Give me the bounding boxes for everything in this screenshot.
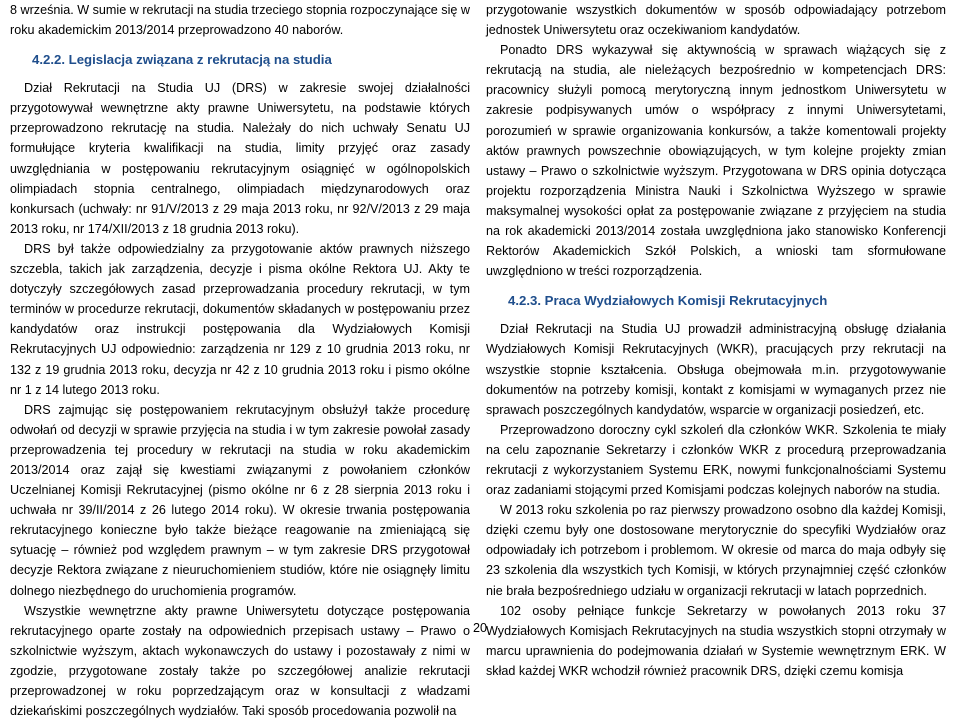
paragraph: przygotowanie wszystkich dokumentów w sposób odpowiadający potrzebom jednostek Uniwersytetu oraz oczekiwaniom kandydatów. bbox=[486, 3, 946, 38]
paragraph: W 2013 roku szkolenia po raz pierwszy prowadzono osobno dla każdej Komisji, dzięki czemu były one dostosowane merytorycznie do specyfiki Wydziałów oraz odpowiadały ich potrzebom i problemom. W okresie od marca do maja odbyły się 23 szkolenia dla wszystkich tych Komisji, w których przynajmniej część członków nie brała bezpośredniego udziału w organizacji rekrutacji w latach poprzednich. bbox=[486, 503, 946, 598]
left-column bbox=[10, 0, 470, 721]
section-heading: 4.2.3. Praca Wydziałowych Komisji Rekrutacyjnych bbox=[508, 293, 828, 309]
paragraph: DRS zajmując się postępowaniem rekrutacyjnym obsłużył także procedurę odwołań od decyzji w sprawie przyjęcia na studia i w tym zakresie powołał zasady przeprowadzenia tej procedury w rekrutacji na studia w roku akademickim 2013/2014 oraz zajął się kwestiami związanymi z powołaniem członków Uczelnianej Komisji Rekrutacyjnej (pismo okólne nr 6 z 28 sierpnia 2013 roku i uchwała nr 39/II/2014 z 26 lutego 2014 roku). W okresie trwania postępowania rekrutacyjnego konieczne było także bieżące reagowanie na zmieniającą się sytuację – również pod względem prawnym – w tym zakresie DRS przygotował decyzje Rektora związane z nieuruchomieniem studiów, które nie osiągnęły limitu dolnego niezbędnego do uruchomienia programów. bbox=[10, 402, 470, 598]
paragraph: DRS był także odpowiedzialny za przygotowanie aktów prawnych niższego szczebla, takich jak zarządzenia, decyzje i pisma okólne Rektora UJ. Akty te dotyczyły szczegółowych zasad przeprowadzania procedury rekrutacji, w tym terminów w procedurze rekrutacji, dokumentów składanych w postępowaniu przez kandydatów oraz instrukcji postępowania dla Wydziałowych Komisji Rekrutacyjnych UJ odpowiednio: zarządzenia nr 129 z 10 grudnia 2013 roku, nr 132 z 19 grudnia 2013 roku, decyzja nr 42 z 10 grudnia 2013 roku i pismo okólne nr 1 z 14 lutego 2013 roku. bbox=[10, 241, 470, 397]
paragraph: Dział Rekrutacji na Studia UJ (DRS) w zakresie swojej działalności przygotowywał wewnętrzne akty prawne Uniwersytetu, na podstawie których przeprowadzono rekrutację na studia. Należały do nich uchwały Senatu UJ formułujące kryteria kwalifikacji na studia, limity przyjęć oraz zasady uwzględniania w postępowaniu rekrutacyjnym osiągnięć w ogólnopolskich olimpiadach stopnia centralnego, olimpiadach międzynarodowych oraz konkursach (uchwały: nr 91/V/2013 z 29 maja 2013 roku, nr 92/V/2013 z 29 maja 2013 roku, nr 174/XII/2013 z 18 grudnia 2013 roku). bbox=[10, 81, 470, 236]
paragraph: Przeprowadzono doroczny cykl szkoleń dla członków WKR. Szkolenia te miały na celu zapoznanie Sekretarzy i członków WKR z procedurą przeprowadzania rekrutacji z wykorzystaniem Systemu ERK, nowymi funkcjonalnościami Systemu oraz zadaniami stojącymi przed Komisjami podczas kolejnych naborów na studia. bbox=[486, 422, 946, 498]
paragraph: 102 osoby pełniące funkcje Sekretarzy w powołanych 2013 roku 37 Wydziałowych Komisjach Rekrutacyjnych na studia wszystkich stopni otrzymały w marcu uprawnienia do podejmowania działań w Systemie wewnętrznym ERK. W skład każdej WKR wchodził również pracownik DRS, dzięki czemu komisja bbox=[486, 603, 946, 678]
page-number: 20 bbox=[472, 621, 487, 635]
paragraph: Wszystkie wewnętrzne akty prawne Uniwersytetu dotyczące postępowania rekrutacyjnego oparte zostały na odpowiednich przepisach ustawy – Prawo o szkolnictwie wyższym, aktach wykonawczych do ustawy i pozostawały z nimi w zgodzie, przygotowane zostały także po szczegółowej analizie rekrutacji przeprowadzonej w roku poprzedzającym oraz w konsultacji z władzami dziekańskimi poszczególnych wydziałów. Taki sposób procedowania pozwolił na bbox=[10, 603, 470, 719]
paragraph: Dział Rekrutacji na Studia UJ prowadził administracyjną obsługę działania Wydziałowych Komisji Rekrutacyjnych (WKR), pracujących przy rekrutacji na wszystkie stopnie kształcenia. Obsługa obejmowała m.in. przygotowywanie dokumentów na potrzeby komisji, kontakt z komisjami w wymaganych przez nie sprawach poszczególnych kandydatów, wsparcie w organizacji posiedzeń, etc. bbox=[486, 322, 946, 417]
paragraph: 8 września. W sumie w rekrutacji na studia trzeciego stopnia rozpoczynające się w roku akademickim 2013/2014 przeprowadzono 40 naborów. bbox=[10, 3, 470, 38]
right-column bbox=[486, 0, 946, 681]
section-heading: 4.2.2. Legislacja związana z rekrutacją na studia bbox=[32, 52, 332, 68]
paragraph: Ponadto DRS wykazywał się aktywnością w sprawach wiążących się z rekrutacją na studia, ale nieleżących bezpośrednio w kompetencjach DRS: pracownicy służyli pomocą merytoryczną innym jednostkom Uniwersytetu w zakresie podpisywanych umów o współpracy z innymi Uniwersytetami, porozumień w sprawie organizowania konkursów, a także komentowali projekty aktów prawnych powszechnie obowiązujących, w tym kolejne projekty zmian ustawy – Prawo o szkolnictwie wyższym. Przygotowana w DRS opinia dotycząca projektu rozporządzenia Ministra Nauki i Szkolnictwa Wyższego w sprawie maksymalnej wysokości opłat za postępowanie związane z przyjęciem na studia na rok akademicki 2013/2014 została uwzględniona jako stanowisko Konferencji Rektorów Akademickich Szkół Polskich, a wnioski tam sformułowane uwzględniono w treści rozporządzenia. bbox=[486, 43, 946, 279]
